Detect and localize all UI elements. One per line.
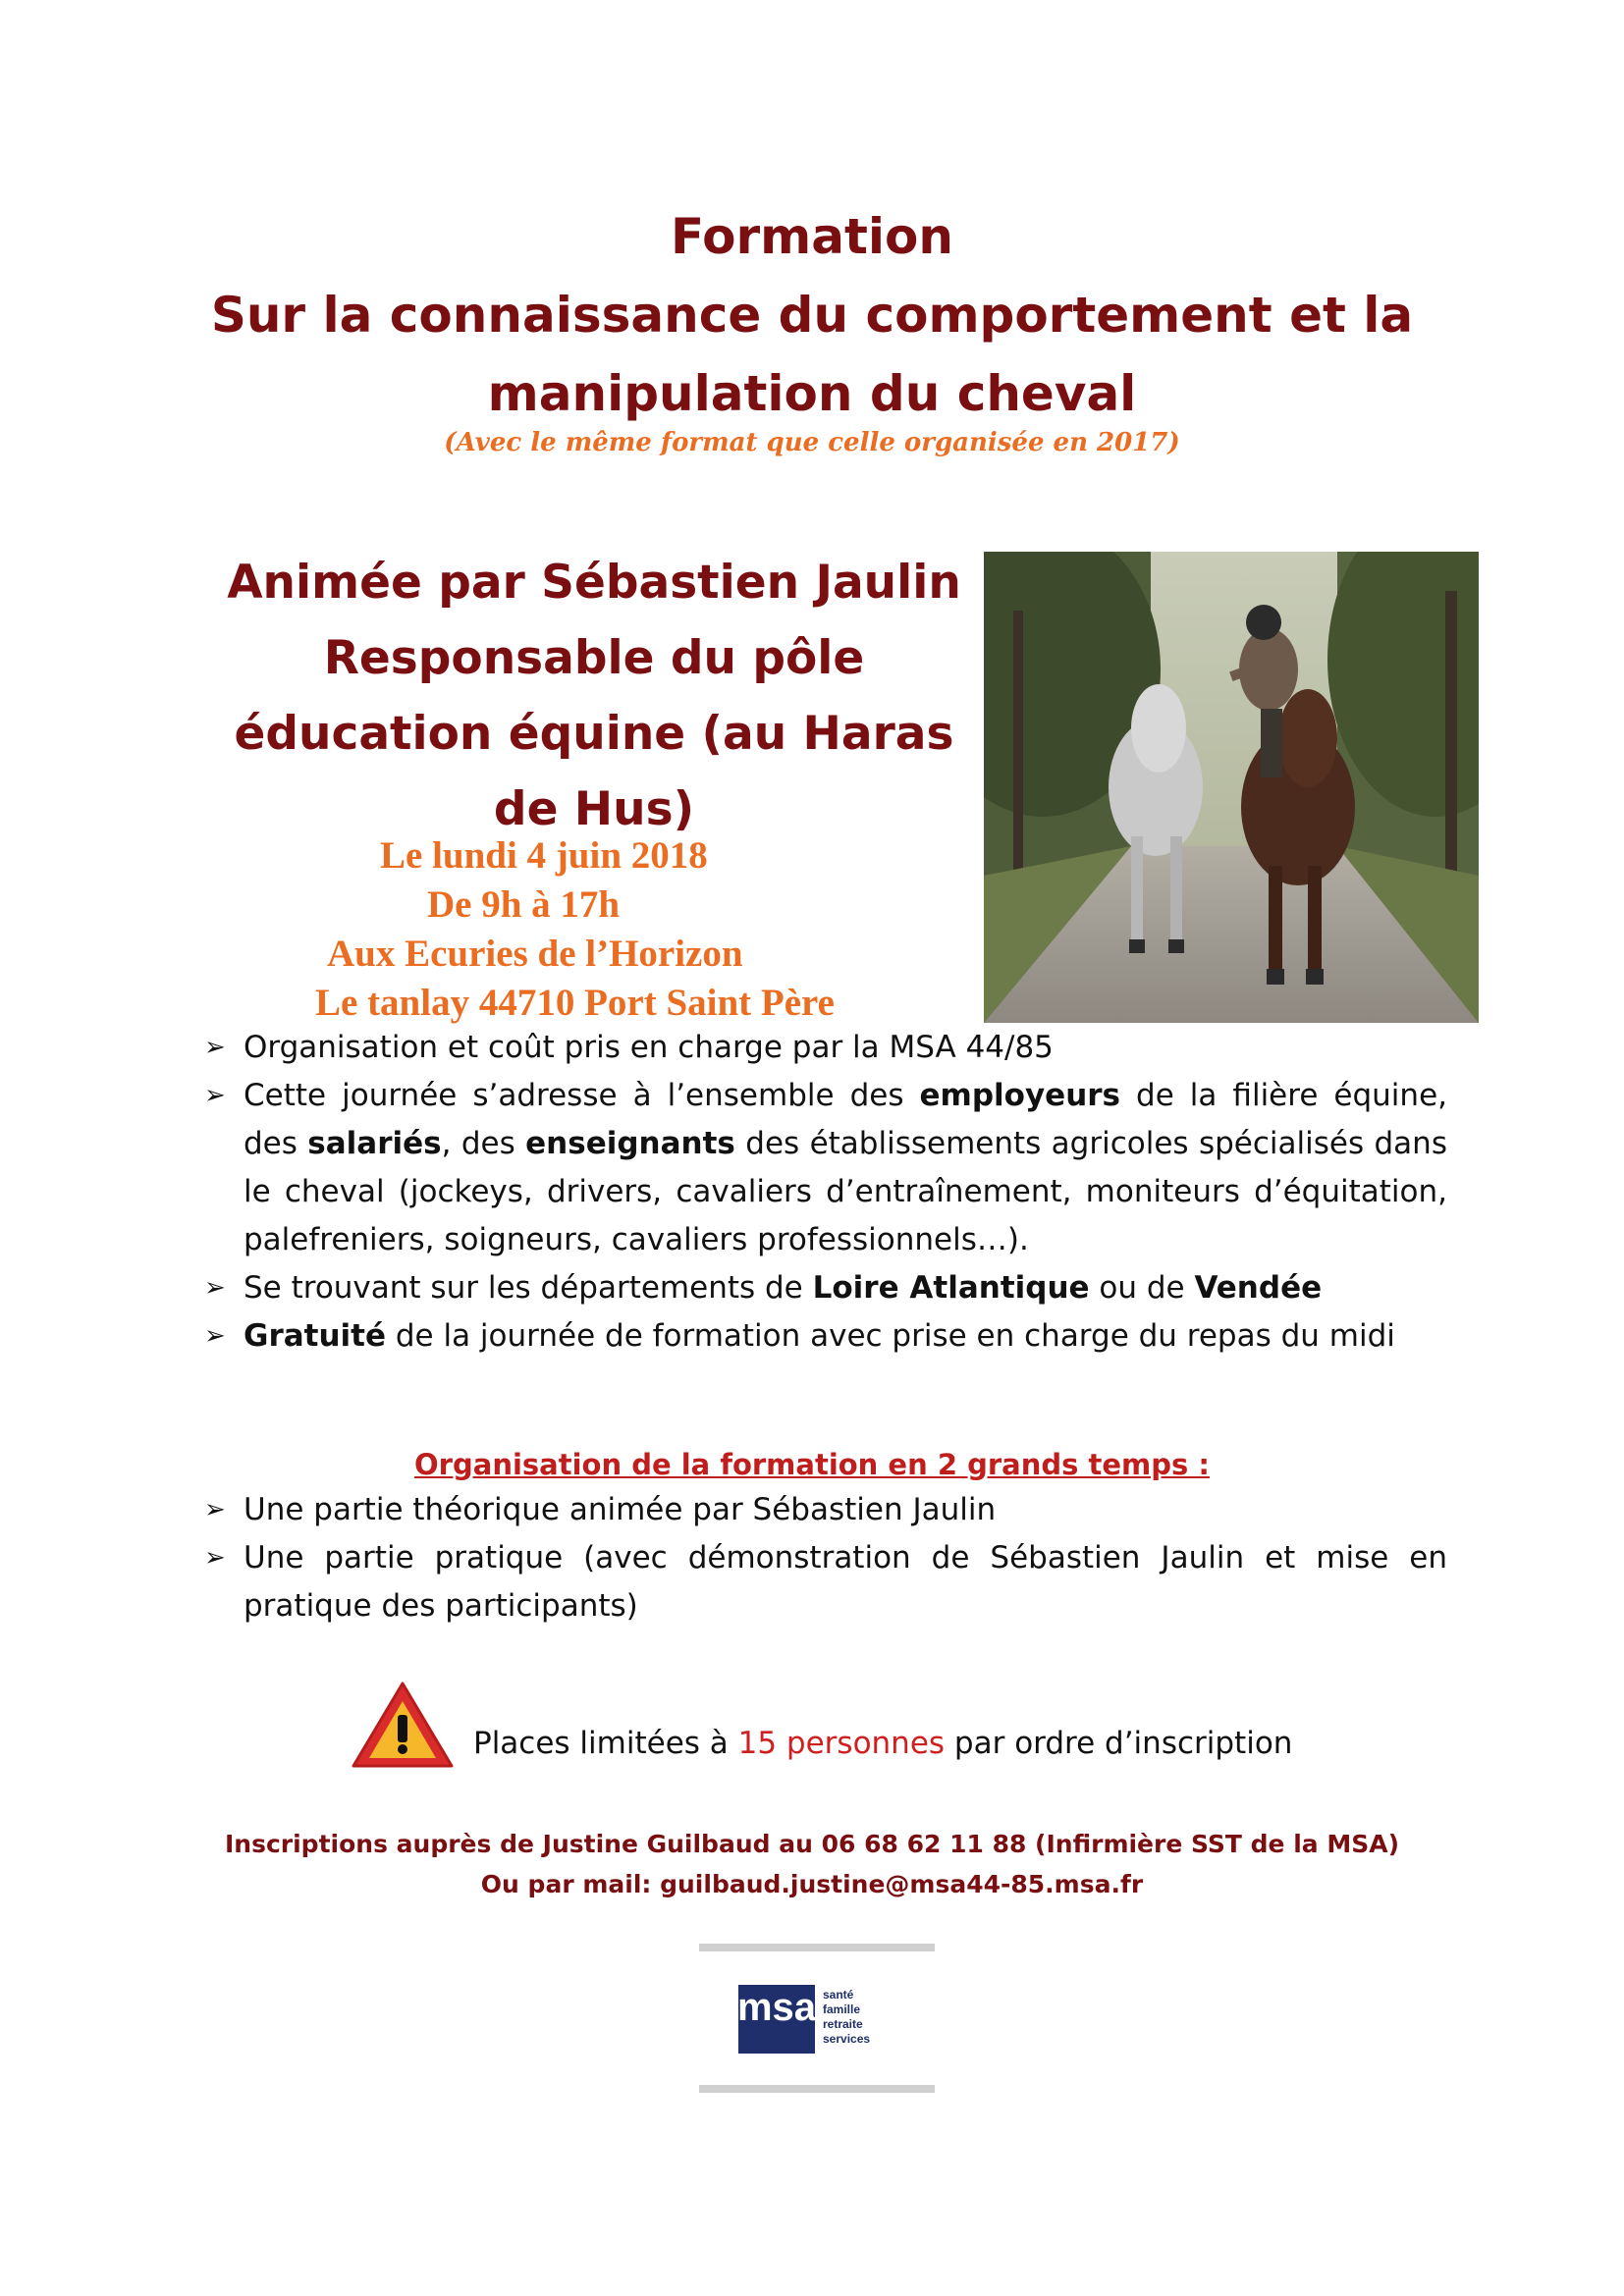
event-venue: Aux Ecuries de l’Horizon [327,933,743,975]
organisation-title: Organisation de la formation en 2 grands temps : [414,1448,1210,1481]
organisation-item-2: ➢ Une partie pratique (avec démonstration de Sébastien Jaulin et mise en pratique des participants) [244,1534,1447,1630]
event-address: Le tanlay 44710 Port Saint Père [315,982,835,1024]
subtitle: (Avec le même format que celle organisée en 2017) [444,428,1180,457]
contact-email: Ou par mail: guilbaud.justine@msa44-85.msa.fr [480,1870,1144,1898]
presenter-line-2: Responsable du pôle [323,631,865,685]
msa-tagline-4: services [823,2032,871,2046]
organisation-item-1: ➢ Une partie théorique animée par Sébastien Jaulin [244,1486,1447,1534]
contact-phone: Inscriptions auprès de Justine Guilbaud au 06 68 62 11 88 (Infirmière SST de la MSA) [224,1830,1400,1858]
msa-mark: msa [736,1986,817,2029]
msa-tagline-2: famille [823,2002,861,2016]
horse-riders-photo [984,552,1479,1023]
bullet-free: ➢ Gratuité de la journée de formation avec prise en charge du repas du midi [244,1312,1447,1361]
msa-logo [699,1944,935,2093]
title-line-3: manipulation du cheval [487,365,1137,422]
msa-tagline-3: retraite [823,2017,863,2031]
bullet-arrow-icon: ➢ [204,1543,226,1573]
presenter-line-4: de Hus) [493,782,695,836]
bullet-arrow-icon: ➢ [204,1273,226,1303]
title-line-2: Sur la connaissance du comportement et la [210,287,1414,344]
presenter-line-1: Animée par Sébastien Jaulin [227,556,961,610]
event-date: Le lundi 4 juin 2018 [380,834,708,877]
msa-tagline-1: santé [823,1988,854,2002]
presenter-line-3: éducation équine (au Haras [234,707,954,761]
bullet-arrow-icon: ➢ [204,1081,226,1110]
bullet-departments: ➢ Se trouvant sur les départements de Loire Atlantique ou de Vendée [244,1264,1447,1312]
places-limited: Places limitées à 15 personnes par ordre d’inscription [473,1726,1293,1761]
bullet-arrow-icon: ➢ [204,1321,226,1351]
bullet-arrow-icon: ➢ [204,1033,226,1062]
places-count: 15 personnes [737,1726,946,1761]
bullet-cost: ➢ Organisation et coût pris en charge par la MSA 44/85 [244,1024,1447,1072]
bullet-audience: ➢ Cette journée s’adresse à l’ensemble des employeurs de la filière équine, des salariés, des enseignants des établissements agricoles spécialisés dans le cheval (jockeys, drivers, cavaliers d’entraînement, moniteurs d’équitation, palefreniers, soigneurs, cavaliers professionnels…). [244,1072,1447,1264]
bullet-arrow-icon: ➢ [204,1495,226,1524]
title-line-1: Formation [671,208,953,265]
event-hours: De 9h à 17h [427,883,621,926]
warning-triangle-icon [350,1680,456,1770]
